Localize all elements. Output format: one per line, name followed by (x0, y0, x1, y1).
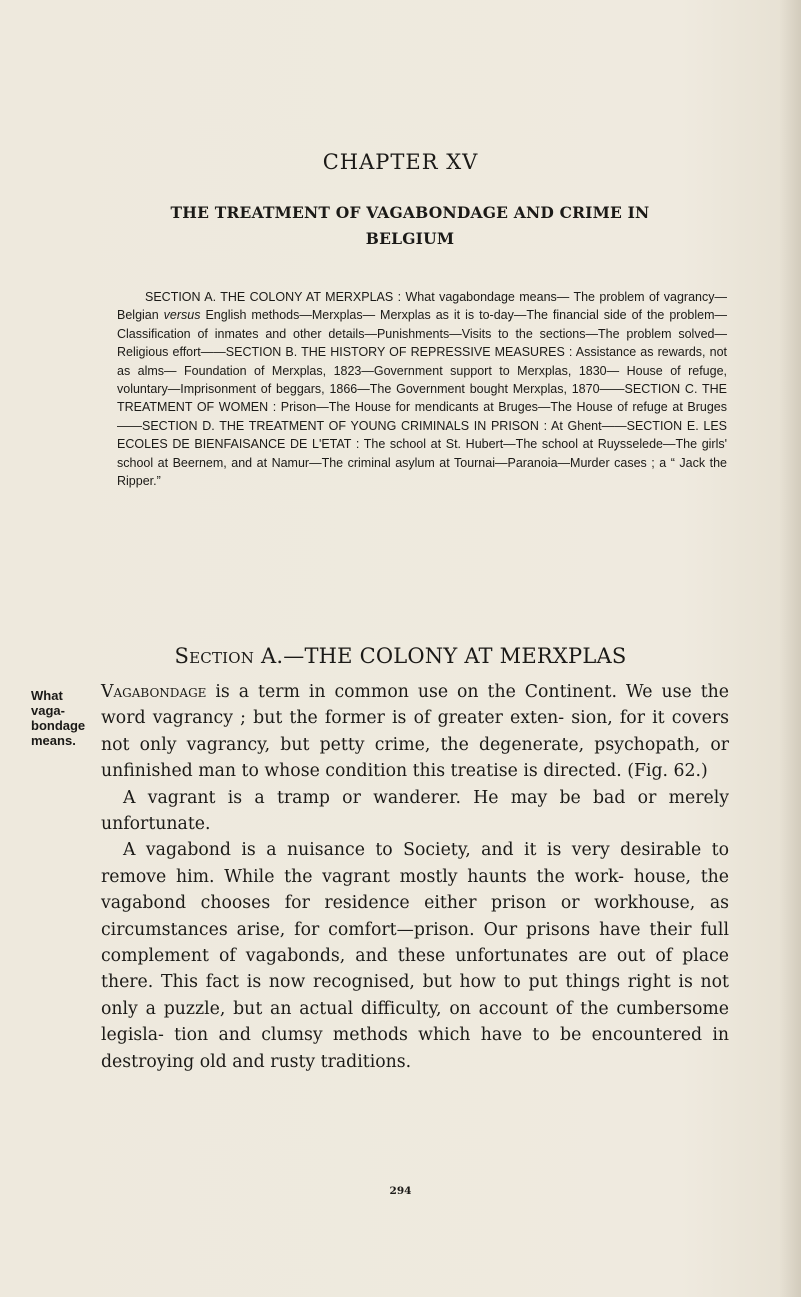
chapter-title: THE TREATMENT OF VAGABONDAGE AND CRIME IN BELGIUM (170, 203, 650, 248)
summary-italic: versus (163, 308, 201, 323)
body-text (101, 679, 729, 1075)
section-heading (0, 644, 801, 668)
section-heading-rest: A.—THE COLONY AT MERXPLAS (254, 644, 627, 668)
chapter-summary (117, 288, 727, 490)
chapter-heading: CHAPTER XV (322, 150, 479, 174)
summary-text-2: English methods—Merxplas— Merxplas as it is to-day—The financial side of the problem—Classification of inmates and other details—Punishments—Visits to the sections—The problem solved—Religious effort——SECTION B. THE HISTORY OF REPRESSIVE MEASURES : Assistance as rewards, not as alms— Foundation of Merxplas, 1823—Government support to Merxplas, 1830— House of refuge, voluntary—Imprisonment of beggars, 1866—The Government bought Merxplas, 1870——SECTION C. THE TREATMENT OF WOMEN : Prison—The House for mendicants at Bruges—The House of refuge at Bruges——SECTION D. THE TREATMENT OF YOUNG CRIMINALS IN PRISON : At Ghent——SECTION E. LES ECOLES DE BIENFAISANCE DE L'ETAT : The school at St. Hubert—The school at Ruysselede—The girls' school at Beernem, and at Namur—The criminal asylum at Tournai—Paranoia—Murder cases ; a “ Jack the Ripper.” (117, 308, 727, 489)
section-heading-prefix: Section (174, 644, 255, 668)
paragraph-1-text: is a term in common use on the Continent. We use the word vagrancy ; but the former is of greater exten- sion, for it covers not only vagrancy, but petty crime, the degenerate, psychopath, or unfinished man to whose condition this treatise is directed. (Fig. 62.) (101, 682, 729, 782)
margin-note: What vaga- bondage means. (31, 688, 86, 748)
paragraph-3: A vagabond is a nuisance to Society, and it is very desirable to remove him. While the vagrant mostly haunts the work- house, the vagabond chooses for residence either prison or workhouse, as circumstances arise, for comfort—prison. Our prisons have their full complement of vagabonds, and these unfortunates are out of place there. This fact is now recognised, but how to put things right is not only a puzzle, but an actual difficulty, on account of the cumbersome legisla- tion and clumsy methods which have to be encountered in destroying old and rusty traditions. (101, 840, 729, 1072)
summary-text-1: SECTION A. THE COLONY AT MERXPLAS : What vagabondage means— The problem of vagrancy—Belgian (117, 290, 727, 323)
paragraph-lead-word: Vagabondage (101, 682, 207, 702)
paragraph-1 (101, 679, 729, 785)
page-number: 294 (389, 1185, 412, 1197)
paragraph-2: A vagrant is a tramp or wanderer. He may be bad or merely unfortunate. (101, 787, 729, 835)
